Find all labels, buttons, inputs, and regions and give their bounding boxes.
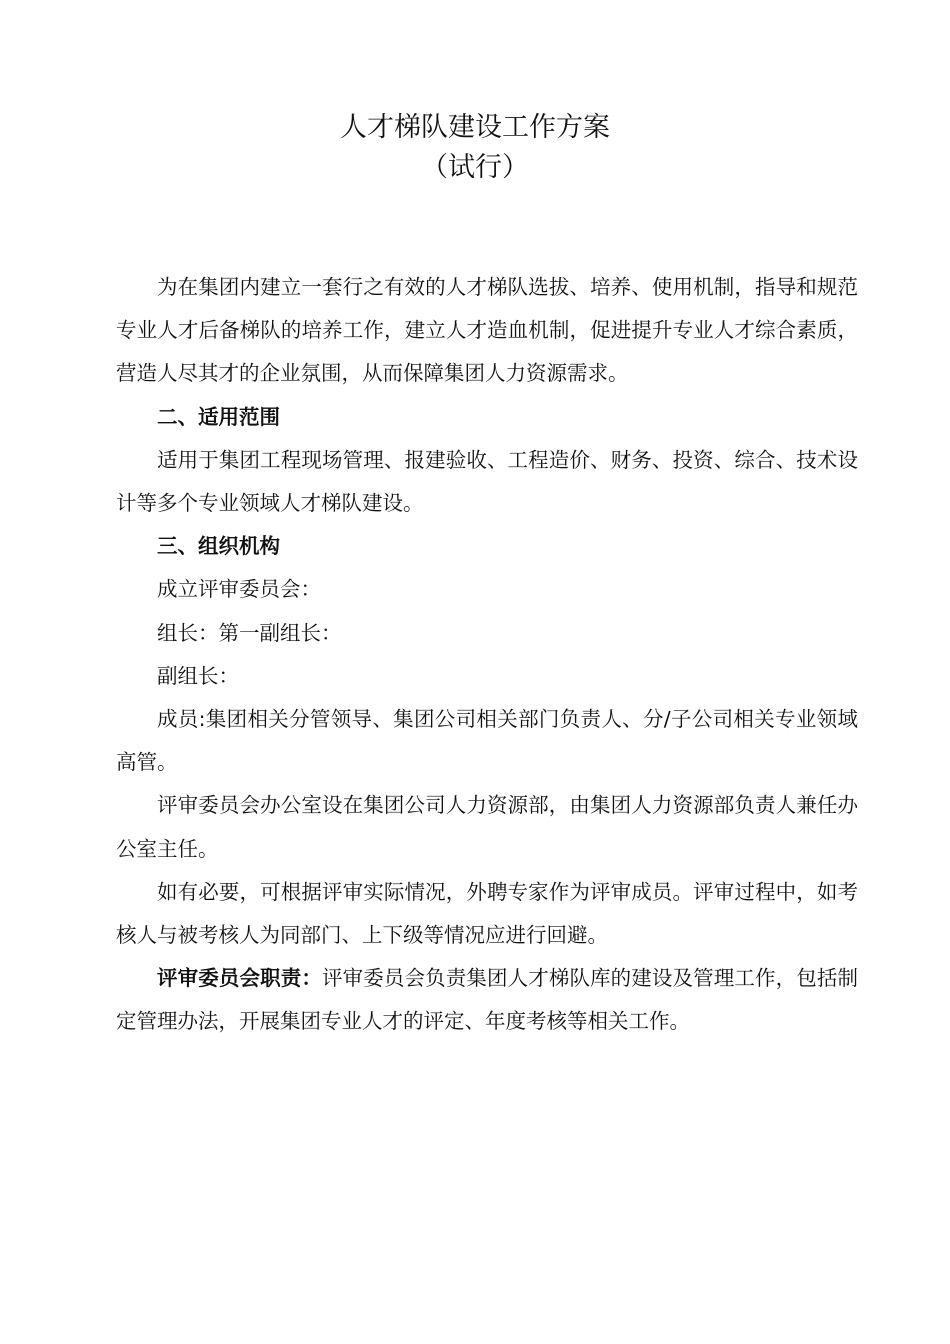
section-heading-organization: 三、组织机构 — [157, 534, 280, 559]
duties-lead: 评审委员会职责： — [157, 966, 322, 991]
members-paragraph: 成员:集团相关分管领导、集团公司相关部门负责人、分/子公司相关专业领域高管。 — [116, 707, 858, 775]
deputy-leader-paragraph: 副组长： — [157, 663, 239, 688]
document-subtitle: （试行） — [421, 152, 529, 183]
office-paragraph: 评审委员会办公室设在集团公司人力资源部，由集团人力资源部负责人兼任办公室主任。 — [116, 793, 858, 861]
intro-paragraph: 为在集团内建立一套行之有效的人才梯队选拔、培养、使用机制，指导和规范专业人才后备梯队的培养工作，建立人才造血机制，促进提升专业人才综合素质，营造人尽其才的企业氛围，从而保障集团人力资源需求。 — [116, 275, 858, 386]
duties-paragraph — [116, 957, 858, 1043]
committee-paragraph: 成立评审委员会： — [157, 577, 321, 602]
experts-paragraph: 如有必要，可根据评审实际情况，外聘专家作为评审成员。评审过程中，如考核人与被考核人为同部门、上下级等情况应进行回避。 — [116, 879, 858, 948]
scope-paragraph: 适用于集团工程现场管理、报建验收、工程造价、财务、投资、综合、技术设计等多个专业领域人才梯队建设。 — [116, 447, 858, 516]
leader-paragraph: 组长：第一副组长： — [157, 620, 342, 645]
document-body — [116, 266, 858, 1044]
document-title: 人才梯队建设工作方案 — [340, 112, 610, 143]
duties-text: 评审委员会负责集团人才梯队库的建设及管理工作，包括制定管理办法，开展集团专业人才的评定、年度考核等相关工作。 — [116, 966, 859, 1034]
section-heading-scope: 二、适用范围 — [157, 404, 280, 429]
